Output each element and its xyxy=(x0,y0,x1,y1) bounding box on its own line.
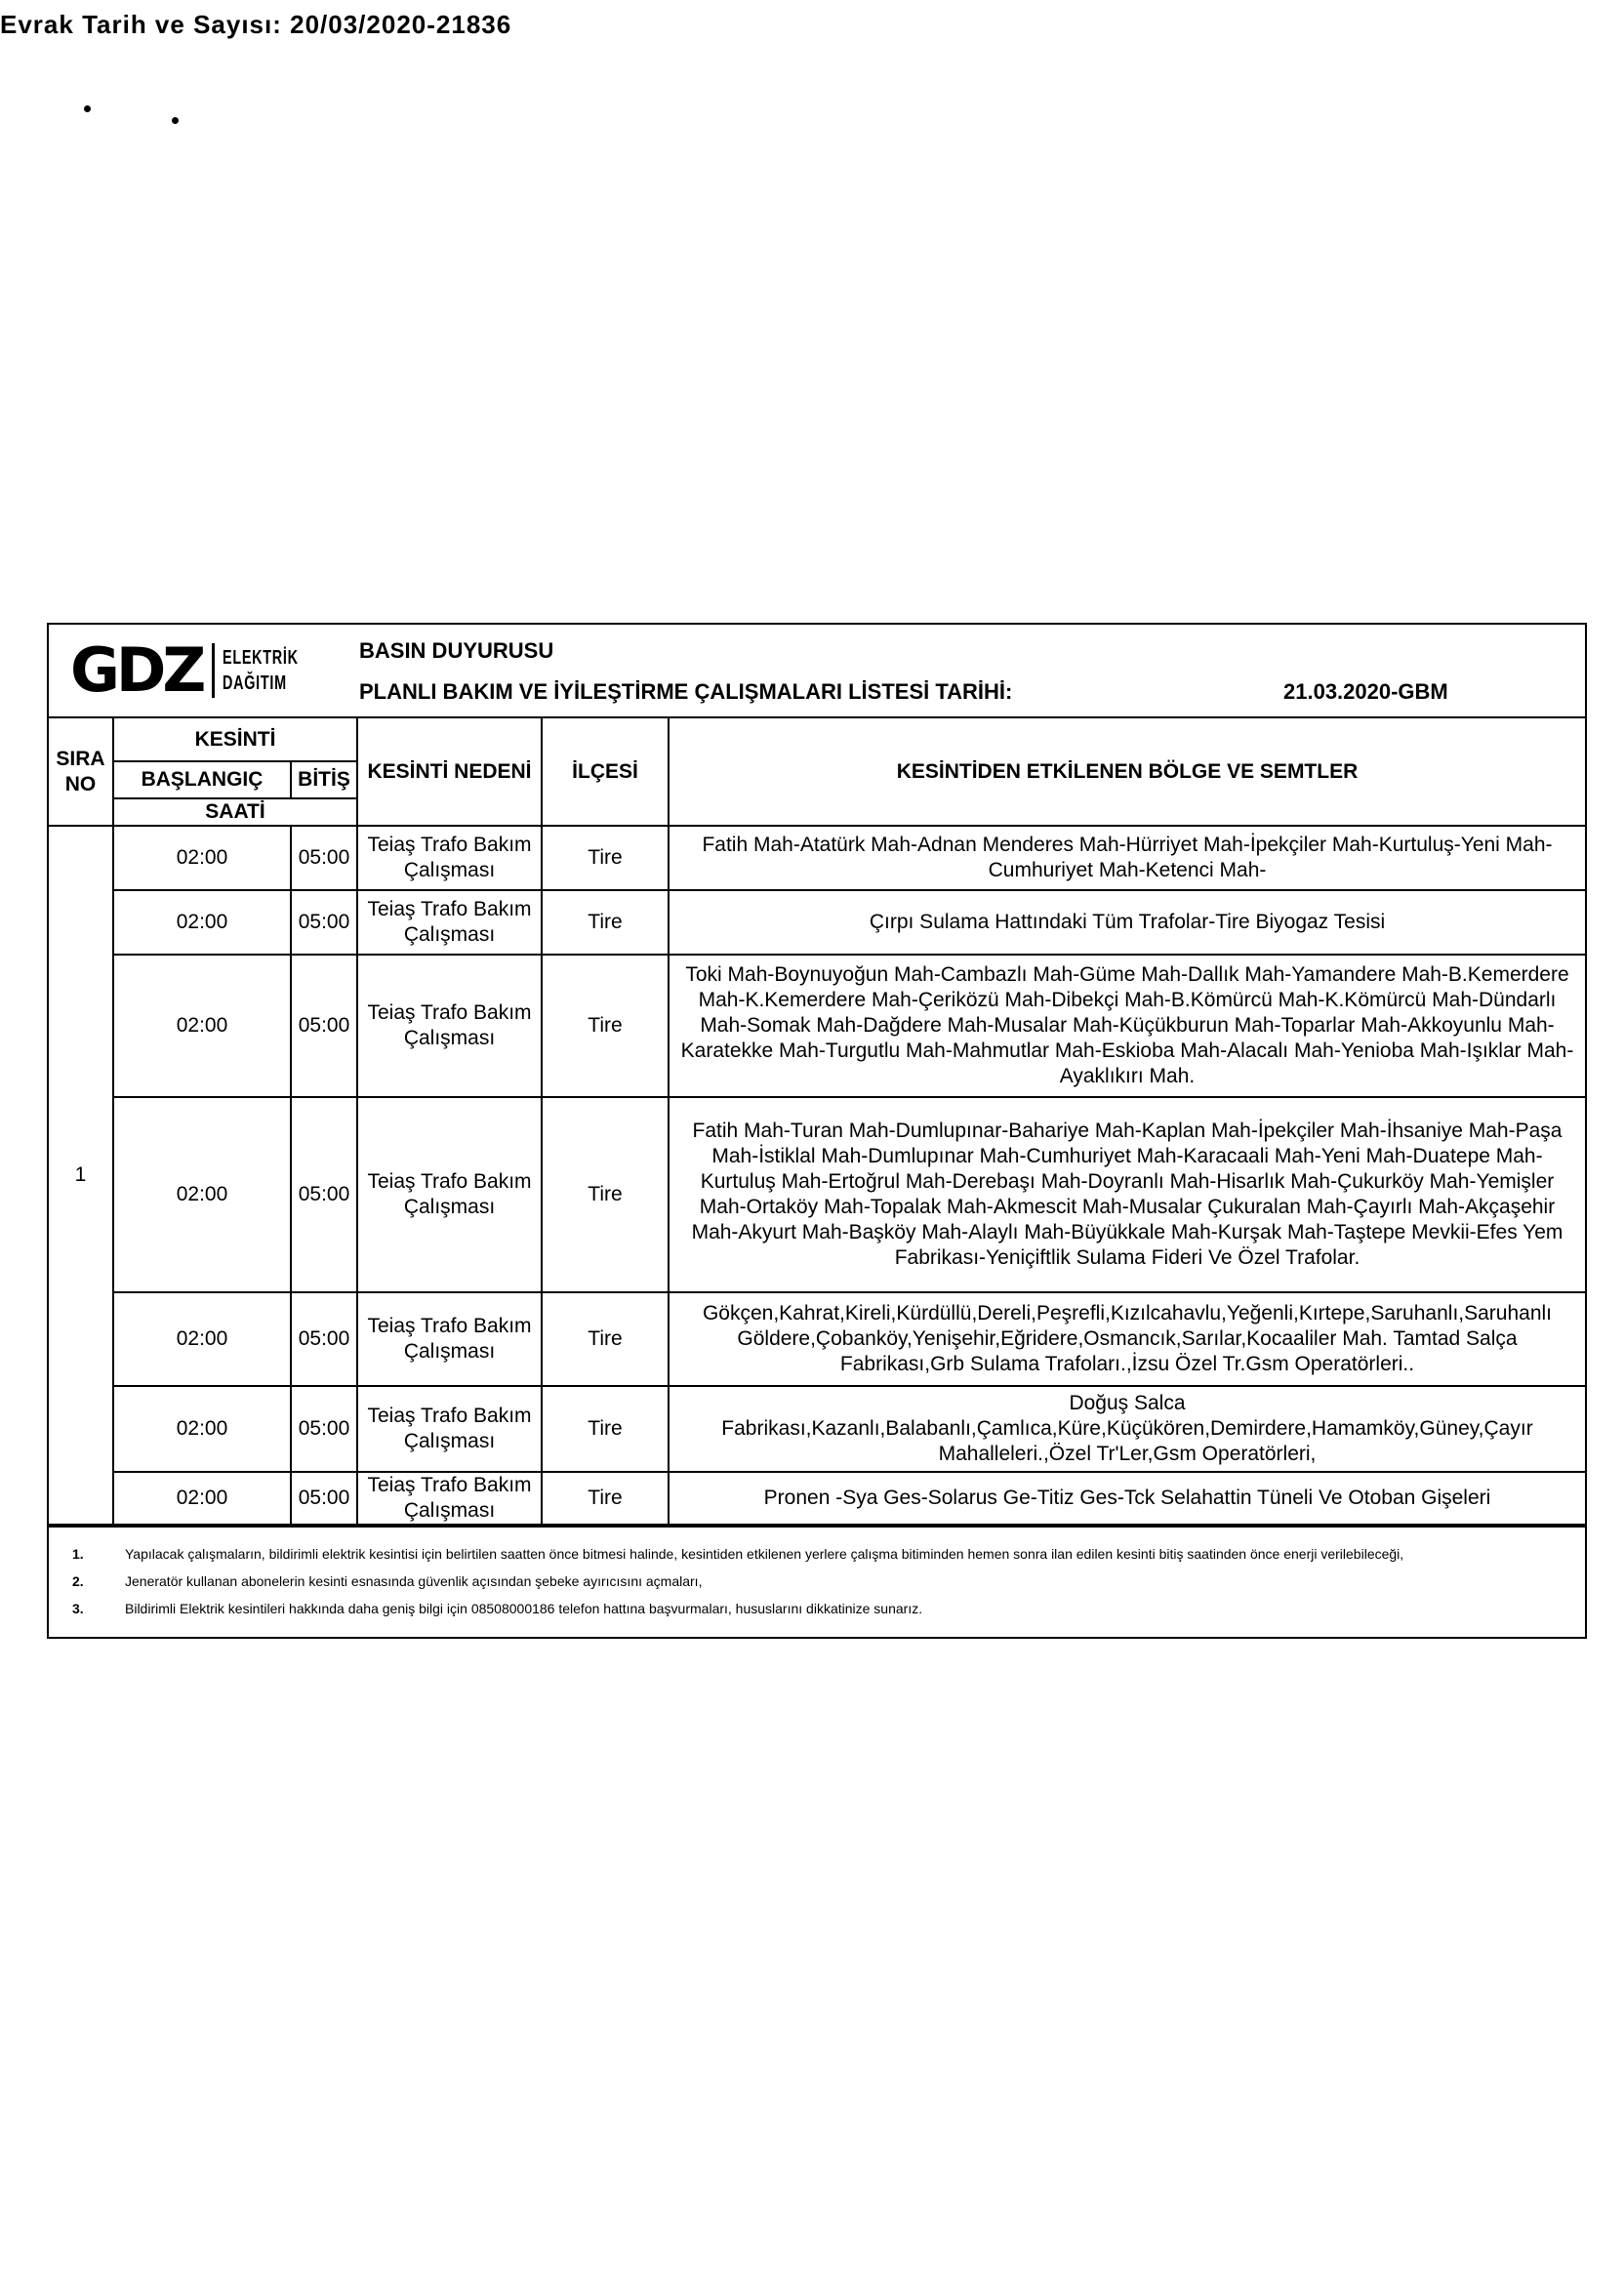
region-cell: Gökçen,Kahrat,Kireli,Kürdüllü,Dereli,Peşrefli,Kızılcahavlu,Yeğenli,Kırtepe,Saruhanlı,Saruhanlı Göldere,Çobanköy,Yenişehir,Eğridere,Osmancık,Sarılar,Kocaaliler Mah. Tamtad Salça Fabrikası,Grb Sulama Trafoları.,İzsu Özel Tr.Gsm Operatörleri.. xyxy=(669,1292,1585,1386)
end-time-cell: 05:00 xyxy=(291,1472,357,1525)
start-time-cell: 02:00 xyxy=(113,1472,291,1525)
sira-no-cell: 1 xyxy=(49,826,113,1525)
note-item xyxy=(49,1572,1585,1590)
start-time-cell: 02:00 xyxy=(113,1097,291,1292)
district-cell: Tire xyxy=(542,1386,669,1472)
end-time-cell: 05:00 xyxy=(291,1097,357,1292)
col-neden: KESİNTİ NEDENİ xyxy=(357,718,542,826)
end-time-cell: 05:00 xyxy=(291,890,357,955)
logo-line-2: DAĞITIM xyxy=(223,672,288,694)
note-number: 3. xyxy=(72,1601,84,1616)
reason-cell: Teiaş Trafo Bakım Çalışması xyxy=(357,1097,542,1292)
end-time-cell: 05:00 xyxy=(291,826,357,890)
logo-mark: GDZ xyxy=(70,634,203,706)
start-time-cell: 02:00 xyxy=(113,826,291,890)
col-bolge: KESİNTİDEN ETKİLENEN BÖLGE VE SEMTLER xyxy=(669,718,1585,826)
note-text: Jeneratör kullanan abonelerin kesinti esnasında güvenlik açısından şebeke ayırıcısını açmaları, xyxy=(125,1573,703,1589)
start-time-cell: 02:00 xyxy=(113,955,291,1097)
col-kesinti: KESİNTİ xyxy=(113,718,357,761)
gdz-logo xyxy=(49,625,345,716)
col-bitis: BİTİŞ xyxy=(291,761,357,798)
table-row xyxy=(49,826,1585,890)
district-cell: Tire xyxy=(542,1292,669,1386)
col-sira-no: SIRA NO xyxy=(49,718,113,826)
logo-text xyxy=(223,645,299,696)
table-row xyxy=(49,890,1585,955)
reason-cell: Teiaş Trafo Bakım Çalışması xyxy=(357,826,542,890)
note-text: Bildirimli Elektrik kesintileri hakkında daha geniş bilgi için 08508000186 telefon hattına başvurmaları, hususlarını dikkatinize sunarız. xyxy=(125,1601,923,1616)
list-title: PLANLI BAKIM VE İYİLEŞTİRME ÇALIŞMALARI LİSTESİ TARİHİ: xyxy=(359,679,1013,704)
district-cell: Tire xyxy=(542,1097,669,1292)
col-saati: SAATİ xyxy=(113,798,357,826)
list-date: 21.03.2020-GBM xyxy=(1283,679,1448,704)
reason-cell: Teiaş Trafo Bakım Çalışması xyxy=(357,1292,542,1386)
outage-table xyxy=(49,718,1585,1526)
district-cell: Tire xyxy=(542,955,669,1097)
col-ilce: İLÇESİ xyxy=(542,718,669,826)
region-cell: Fatih Mah-Turan Mah-Dumlupınar-Bahariye Mah-Kaplan Mah-İpekçiler Mah-İhsaniye Mah-Paşa Mah-İstiklal Mah-Dumlupınar Mah-Cumhuriyet Mah-Karacaali Mah-Yeni Mah-Duatepe Mah-Kurtuluş Mah-Ertoğrul Mah-Derebaşı Mah-Doyranlı Mah-Hisarlık Mah-Çukurköy Mah-Yemişler Mah-Ortaköy Mah-Topalak Mah-Akmescit Mah-Musalar Çukuralan Mah-Çayırlı Mah-Akçaşehir Mah-Akyurt Mah-Başköy Mah-Alaylı Mah-Büyükkale Mah-Kurşak Mah-Taştepe Mevkii-Efes Yem Fabrikası-Yeniçiftlik Sulama Fideri Ve Özel Trafolar. xyxy=(669,1097,1585,1292)
note-number: 1. xyxy=(72,1546,84,1562)
district-cell: Tire xyxy=(542,1472,669,1525)
table-row xyxy=(49,1097,1585,1292)
start-time-cell: 02:00 xyxy=(113,1386,291,1472)
scan-dot xyxy=(172,117,179,124)
table-body xyxy=(49,826,1585,1525)
logo-divider xyxy=(212,643,215,698)
note-item xyxy=(49,1545,1585,1563)
document-header xyxy=(49,625,1585,718)
table-row xyxy=(49,1472,1585,1525)
reason-cell: Teiaş Trafo Bakım Çalışması xyxy=(357,955,542,1097)
logo-line-1: ELEKTRİK xyxy=(223,647,300,669)
press-release-title: BASIN DUYURUSU xyxy=(359,638,554,663)
table-row xyxy=(49,955,1585,1097)
header-titles xyxy=(345,625,1585,716)
table-row xyxy=(49,1292,1585,1386)
region-cell: Toki Mah-Boynuyoğun Mah-Cambazlı Mah-Güme Mah-Dallık Mah-Yamandere Mah-B.Kemerdere Mah-K.Kemerdere Mah-Çeriközü Mah-Dibekçi Mah-B.Kömürcü Mah-K.Kömürcü Mah-Dündarlı Mah-Somak Mah-Dağdere Mah-Musalar Mah-Küçükburun Mah-Toparlar Mah-Akkoyunlu Mah-Karatekke Mah-Turgutlu Mah-Mahmutlar Mah-Eskioba Mah-Alacalı Mah-Yenioba Mah-Işıklar Mah-Ayaklıkırı Mah. xyxy=(669,955,1585,1097)
note-number: 2. xyxy=(72,1573,84,1589)
region-cell: Çırpı Sulama Hattındaki Tüm Trafolar-Tire Biyogaz Tesisi xyxy=(669,890,1585,955)
col-baslangic: BAŞLANGIÇ xyxy=(113,761,291,798)
end-time-cell: 05:00 xyxy=(291,1292,357,1386)
district-cell: Tire xyxy=(542,826,669,890)
district-cell: Tire xyxy=(542,890,669,955)
region-cell: Fatih Mah-Atatürk Mah-Adnan Menderes Mah-Hürriyet Mah-İpekçiler Mah-Kurtuluş-Yeni Mah-Cumhuriyet Mah-Ketenci Mah- xyxy=(669,826,1585,890)
note-text: Yapılacak çalışmaların, bildirimli elektrik kesintisi için belirtilen saatten önce bitmesi halinde, kesintiden etkilenen yerlere çalışma bitiminden hemen sonra ilan edilen kesinti bitiş saatinden önce enerji verilebileceği, xyxy=(125,1546,1404,1562)
reason-cell: Teiaş Trafo Bakım Çalışması xyxy=(357,1472,542,1525)
document-number-header: Evrak Tarih ve Sayısı: 20/03/2020-21836 xyxy=(0,10,512,39)
reason-cell: Teiaş Trafo Bakım Çalışması xyxy=(357,890,542,955)
announcement-document xyxy=(47,623,1587,1639)
reason-cell: Teiaş Trafo Bakım Çalışması xyxy=(357,1386,542,1472)
scan-dot xyxy=(84,105,91,112)
note-item xyxy=(49,1600,1585,1617)
start-time-cell: 02:00 xyxy=(113,890,291,955)
notes-section xyxy=(49,1526,1585,1637)
region-cell: Doğuş Salca Fabrikası,Kazanlı,Balabanlı,Çamlıca,Küre,Küçükören,Demirdere,Hamamköy,Güney,Çayır Mahalleleri.,Özel Tr'Ler,Gsm Operatörleri, xyxy=(669,1386,1585,1472)
start-time-cell: 02:00 xyxy=(113,1292,291,1386)
end-time-cell: 05:00 xyxy=(291,955,357,1097)
end-time-cell: 05:00 xyxy=(291,1386,357,1472)
region-cell: Pronen -Sya Ges-Solarus Ge-Titiz Ges-Tck Selahattin Tüneli Ve Otoban Gişeleri xyxy=(669,1472,1585,1525)
table-row xyxy=(49,1386,1585,1472)
